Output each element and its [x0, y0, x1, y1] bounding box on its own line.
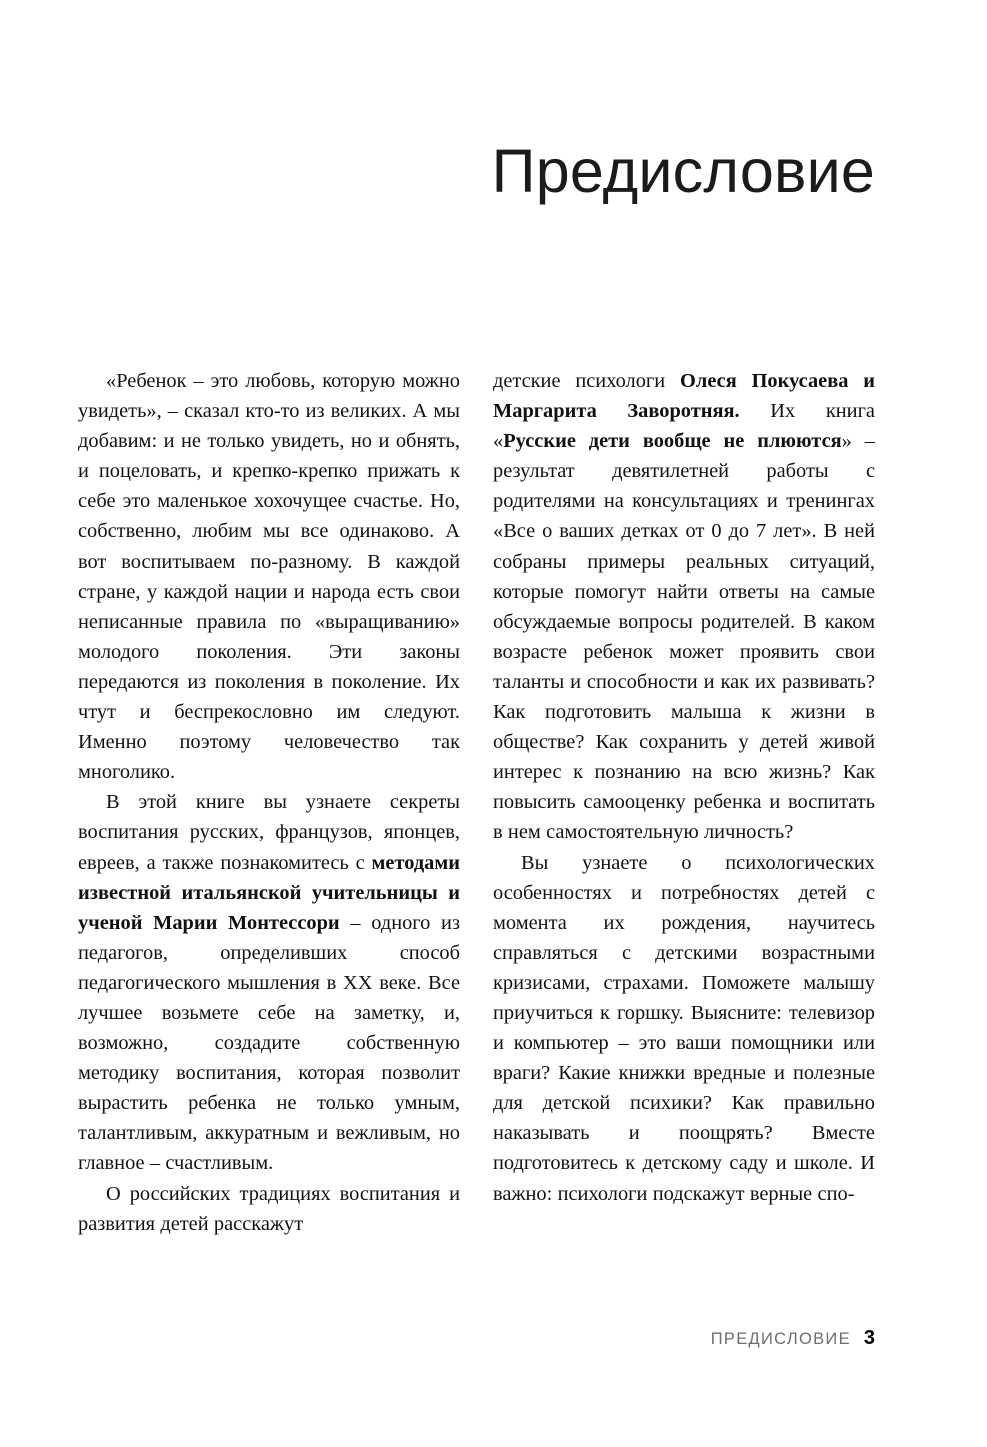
- body-text: » – результат девятилетней работы с родителями на консультациях и тренингах «Все о ваших детках от 0 до 7 лет». В ней собраны примеры реальных ситуаций, которые помогут найти ответы на самые обсуждаемые вопросы родителей. В каком возрасте ребенок может проявить свои таланты и способности и как их развивать? Как подготовить малыша к жизни в обществе? Как сохранить у детей живой интерес к познанию на всю жизнь? Как повысить самооценку ребенка и воспитать в нем самостоятельную личность?: [493, 430, 875, 844]
- paragraph: [493, 848, 875, 1209]
- paragraph: [78, 787, 460, 1178]
- emphasis-text: Олеся Покусаева и Маргарита Заворотняя.: [493, 370, 875, 423]
- page-title: Предисловие: [491, 136, 875, 205]
- paragraph: [78, 1179, 460, 1239]
- paragraph: [78, 366, 460, 787]
- body-text: детские психологи: [493, 370, 681, 392]
- body-text: Их книга «: [493, 400, 875, 453]
- paragraph: [493, 366, 875, 848]
- text-column-right: [493, 366, 875, 1301]
- footer-section-name: ПРЕДИСЛОВИЕ: [710, 1330, 851, 1348]
- body-text: – одного из педагогов, определивших способ педагогического мышления в XX веке. Все лучшее возьмете себе на заметку, и, возможно, создадите собственную методику воспитания, которая позволит вырастить ребенка не только умным, талантливым, аккуратным и вежливым, но главное – счастливым.: [78, 911, 460, 1175]
- footer-page-number: 3: [863, 1327, 875, 1349]
- emphasis-text: Русские дети вообще не плюются: [503, 430, 842, 453]
- body-text: В этой книге вы узнаете секреты воспитания русских, французов, японцев, евреев, а также познакомитесь с: [78, 791, 460, 874]
- body-text: «Ребенок – это любовь, которую можно увидеть», – сказал кто-то из великих. А мы добавим: и не только увидеть, но и обнять, и поцеловать, и крепко-крепко прижать к себе это маленькое хохочущее счастье. Но, собственно, любим мы все одинаково. А вот воспитываем по-разному. В каждой стране, у каждой нации и народа есть свои неписанные правила по «выращиванию» молодого поколения. Эти законы передаются из поколения в поколение. Их чтут и беспрекословно им следуют. Именно поэтому человечество так многолико.: [78, 370, 460, 784]
- body-text: О российских традициях воспитания и развития детей расскажут: [78, 1182, 460, 1235]
- page-footer: [78, 1327, 875, 1350]
- text-column-left: [78, 366, 460, 1301]
- emphasis-text: методами известной итальянской учительницы и ученой Марии Монтессори: [78, 851, 460, 934]
- body-text: Вы узнаете о психологических особенностях и потребностях детей с момента их рождения, научитесь справляться с детскими возрастными кризисами, страхами. Поможете малышу приучиться к горшку. Выясните: телевизор и компьютер – это ваши помощники или враги? Какие книжки вредные и полезные для детской психики? Как правильно наказывать и поощрять? Вместе подготовитесь к детскому саду и школе. И важно: психологи подскажут верные спо-: [493, 851, 875, 1205]
- body-columns: [78, 366, 875, 1301]
